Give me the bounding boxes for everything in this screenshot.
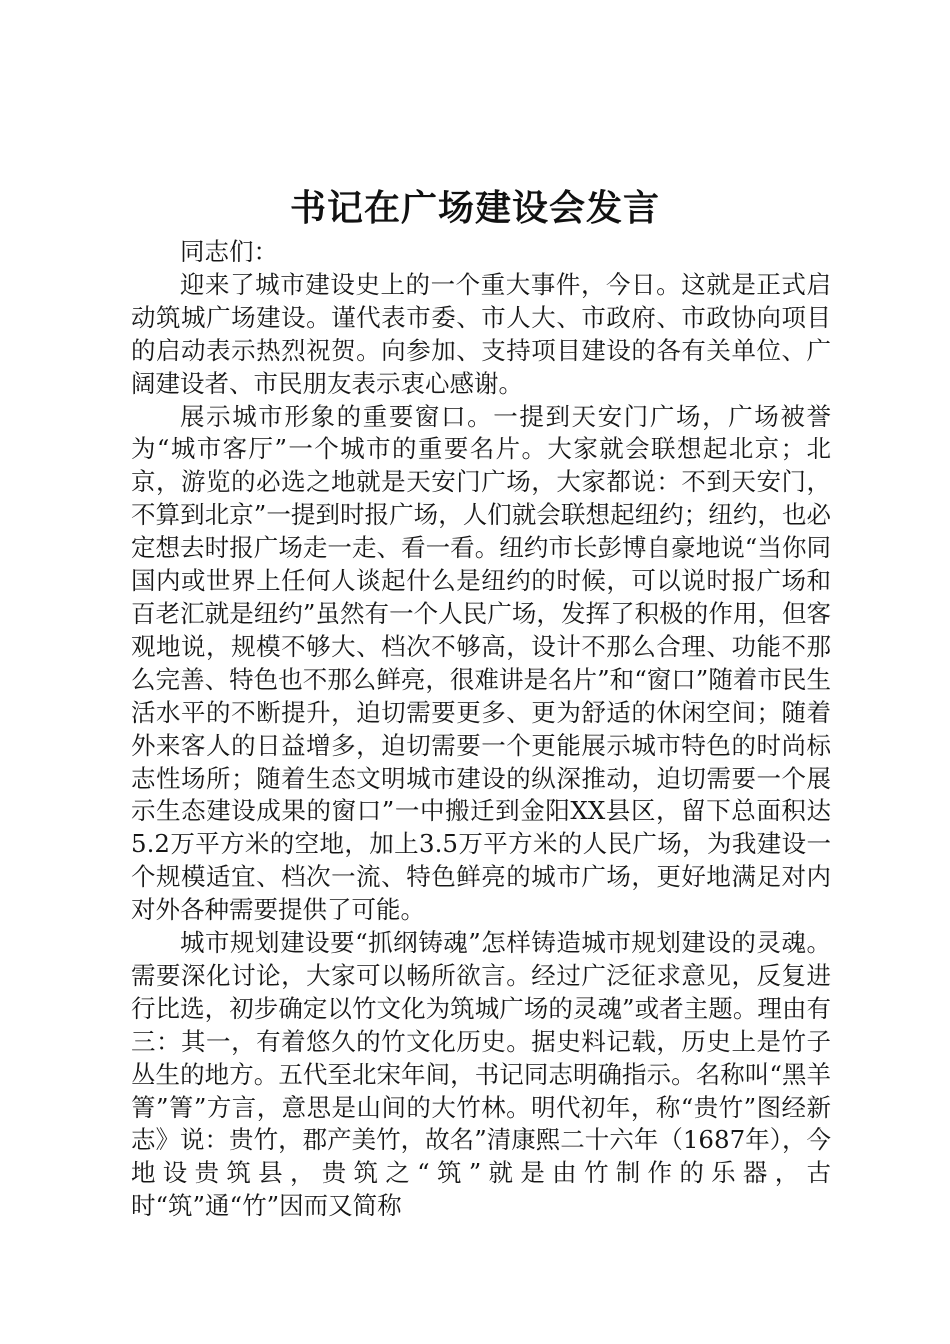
document-title: 书记在广场建设会发言 [289,187,660,229]
salutation: 同志们： [180,237,278,266]
document-body [131,236,831,1223]
paragraph: 城市规划建设要“抓纲铸魂”怎样铸造城市规划建设的灵魂。需要深化讨论，大家可以畅所欲言。经过广泛征求意见，反复进行比选，初步确定以竹文化为筑城广场的灵魂”或者主题。理由有三：其一，有着悠久的竹文化历史。据史料记载，历史上是竹子丛生的地方。五代至北宋年间，书记同志明确指示。名称叫“黑羊箐”箐”方言，意思是山间的大竹林。明代初年，称“贵竹”图经新志》说：贵竹，郡产美竹，故名”清康熙二十六年（1687年），今地设贵筑县，贵筑之“筑”就是由竹制作的乐器，古时“筑”通“竹”因而又简称 [131,928,831,1221]
paragraph: 展示城市形象的重要窗口。一提到天安门广场，广场被誉为“城市客厅”一个城市的重要名片。大家就会联想起北京；北京，游览的必选之地就是天安门广场，大家都说：不到天安门，不算到北京”一提到时报广场，人们就会联想起纽约；纽约，也必定想去时报广场走一走、看一看。纽约市长彭博自豪地说“当你同国内或世界上任何人谈起什么是纽约的时候，可以说时报广场和百老汇就是纽约”虽然有一个人民广场，发挥了积极的作用，但客观地说，规模不够大、档次不够高，设计不那么合理、功能不那么完善、特色也不那么鲜亮，很难讲是名片”和“窗口”随着市民生活水平的不断提升，迫切需要更多、更为舒适的休闲空间；随着外来客人的日益增多，迫切需要一个更能展示城市特色的时尚标志性场所；随着生态文明城市建设的纵深推动，迫切需要一个展示生态建设成果的窗口”一中搬迁到金阳XX县区，留下总面积达5.2万平方米的空地，加上3.5万平方米的人民广场，为我建设一个规模适宜、档次一流、特色鲜亮的城市广场，更好地满足对内对外各种需要提供了可能。 [131,401,831,925]
paragraph: 迎来了城市建设史上的一个重大事件，今日。这就是正式启动筑城广场建设。谨代表市委、市人大、市政府、市政协向项目的启动表示热烈祝贺。向参加、支持项目建设的各有关单位、广阔建设者、市民朋友表示衷心感谢。 [131,269,831,398]
